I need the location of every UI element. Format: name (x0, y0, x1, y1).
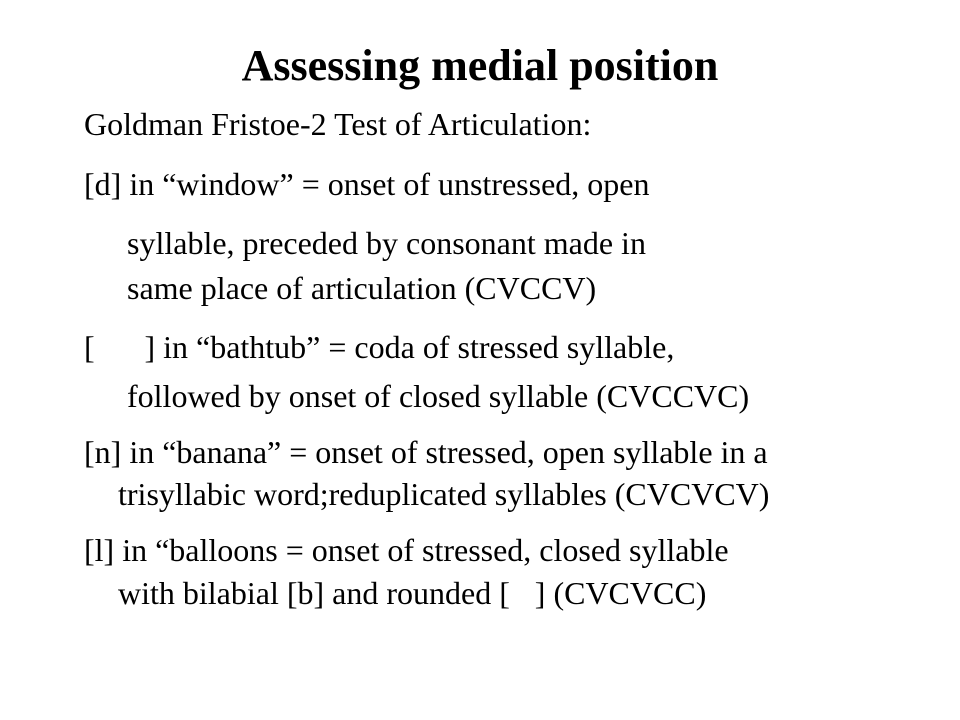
body-line-8: trisyllabic word;reduplicated syllables (CVCVCV) (118, 476, 770, 512)
slide-title: Assessing medial position (241, 41, 719, 90)
body-line-2: [d] in “window” = onset of unstressed, open (84, 166, 650, 202)
body-line-10: with bilabial [b] and rounded [ ] (CVCVCC) (118, 575, 690, 611)
body-line-9: [l] in “balloons = onset of stressed, closed syllable (84, 532, 729, 568)
body-line-6: followed by onset of closed syllable (CVCCVC) (127, 378, 750, 414)
body-line-5: [ ] in “bathtub” = coda of stressed syllable, (84, 329, 633, 365)
body-line-1: Goldman Fristoe-2 Test of Articulation: (84, 106, 592, 142)
body-line-7: [n] in “banana” = onset of stressed, open syllable in a (84, 434, 768, 470)
body-line-3: syllable, preceded by consonant made in (127, 225, 646, 261)
body-line-4: same place of articulation (CVCCV) (127, 270, 597, 306)
